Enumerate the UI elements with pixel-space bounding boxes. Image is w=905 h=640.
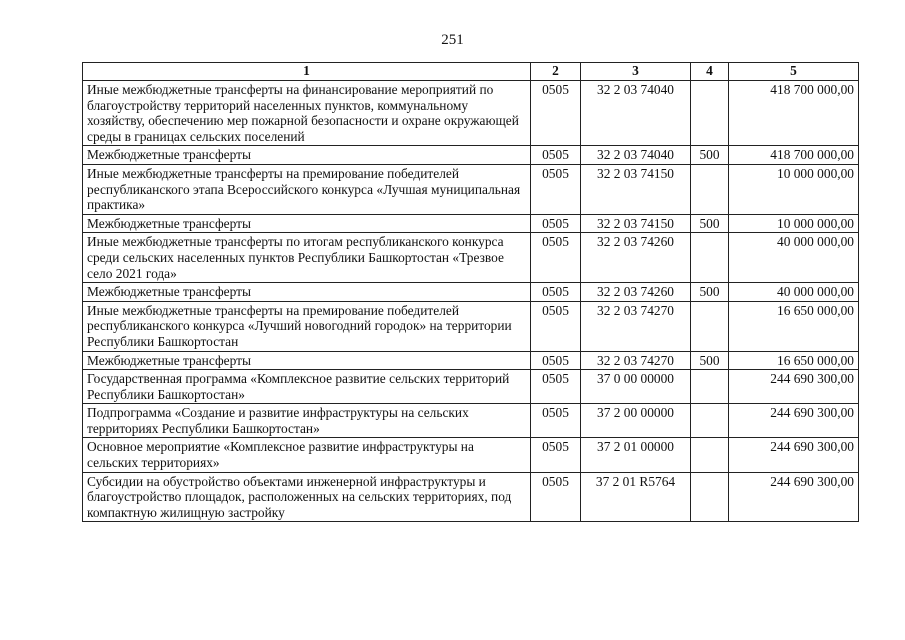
row-expense-type-cell — [691, 472, 729, 522]
table-row — [83, 233, 859, 283]
table-row — [83, 351, 859, 370]
row-section-code-cell: 0505 — [531, 404, 581, 438]
row-target-article-cell: 32 2 03 74270 — [581, 301, 691, 351]
row-section-code-cell: 0505 — [531, 214, 581, 233]
row-expense-type-cell — [691, 233, 729, 283]
row-target-article-cell: 37 2 01 R5764 — [581, 472, 691, 522]
row-expense-type-cell — [691, 301, 729, 351]
table-row — [83, 283, 859, 302]
row-name-cell: Иные межбюджетные трансферты на финансирование мероприятий по благоустройству территорий населенных пунктов, коммунальному хозяйству, обеспечению мер пожарной безопасности и охране окружающей среды в границах сельских поселений — [83, 81, 531, 146]
row-expense-type-cell: 500 — [691, 214, 729, 233]
table-row — [83, 404, 859, 438]
row-name-cell: Государственная программа «Комплексное развитие сельских территорий Республики Башкортостан» — [83, 370, 531, 404]
row-section-code-cell: 0505 — [531, 233, 581, 283]
row-amount-cell: 40 000 000,00 — [729, 233, 859, 283]
table-header-row — [83, 63, 859, 81]
row-expense-type-cell — [691, 404, 729, 438]
row-target-article-cell: 32 2 03 74270 — [581, 351, 691, 370]
column-header-1: 1 — [83, 63, 531, 81]
table-row — [83, 370, 859, 404]
row-amount-cell: 244 690 300,00 — [729, 370, 859, 404]
row-name-cell: Межбюджетные трансферты — [83, 214, 531, 233]
row-section-code-cell: 0505 — [531, 370, 581, 404]
page-number: 251 — [441, 32, 464, 48]
row-expense-type-cell: 500 — [691, 283, 729, 302]
row-section-code-cell: 0505 — [531, 301, 581, 351]
table-row — [83, 301, 859, 351]
row-section-code-cell: 0505 — [531, 472, 581, 522]
row-amount-cell: 418 700 000,00 — [729, 81, 859, 146]
row-target-article-cell: 37 2 01 00000 — [581, 438, 691, 472]
row-section-code-cell: 0505 — [531, 283, 581, 302]
budget-table — [82, 62, 859, 522]
row-name-cell: Межбюджетные трансферты — [83, 146, 531, 165]
row-expense-type-cell: 500 — [691, 146, 729, 165]
table-row — [83, 164, 859, 214]
row-expense-type-cell — [691, 370, 729, 404]
row-amount-cell: 244 690 300,00 — [729, 438, 859, 472]
row-target-article-cell: 37 0 00 00000 — [581, 370, 691, 404]
row-amount-cell: 10 000 000,00 — [729, 214, 859, 233]
column-header-2: 2 — [531, 63, 581, 81]
row-section-code-cell: 0505 — [531, 351, 581, 370]
column-header-3: 3 — [581, 63, 691, 81]
row-amount-cell: 418 700 000,00 — [729, 146, 859, 165]
column-header-4: 4 — [691, 63, 729, 81]
row-amount-cell: 16 650 000,00 — [729, 351, 859, 370]
table-row — [83, 472, 859, 522]
row-expense-type-cell — [691, 164, 729, 214]
row-target-article-cell: 32 2 03 74150 — [581, 214, 691, 233]
row-name-cell: Подпрограмма «Создание и развитие инфраструктуры на сельских территориях Республики Башкортостан» — [83, 404, 531, 438]
row-expense-type-cell — [691, 438, 729, 472]
row-target-article-cell: 32 2 03 74150 — [581, 164, 691, 214]
row-name-cell: Межбюджетные трансферты — [83, 283, 531, 302]
row-name-cell: Иные межбюджетные трансферты на премирование победителей республиканского конкурса «Лучший новогодний городок» на территории Республики Башкортостан — [83, 301, 531, 351]
row-name-cell: Основное мероприятие «Комплексное развитие инфраструктуры на сельских территориях» — [83, 438, 531, 472]
table-body — [83, 81, 859, 522]
row-name-cell: Иные межбюджетные трансферты по итогам республиканского конкурса среди сельских населенных пунктов Республики Башкортостан «Трезвое село 2021 года» — [83, 233, 531, 283]
row-target-article-cell: 32 2 03 74260 — [581, 283, 691, 302]
row-amount-cell: 244 690 300,00 — [729, 404, 859, 438]
table-row — [83, 438, 859, 472]
row-target-article-cell: 32 2 03 74040 — [581, 146, 691, 165]
row-section-code-cell: 0505 — [531, 146, 581, 165]
table-row — [83, 146, 859, 165]
row-expense-type-cell — [691, 81, 729, 146]
row-section-code-cell: 0505 — [531, 164, 581, 214]
row-expense-type-cell: 500 — [691, 351, 729, 370]
row-amount-cell: 16 650 000,00 — [729, 301, 859, 351]
row-name-cell: Иные межбюджетные трансферты на премирование победителей республиканского этапа Всероссийского конкурса «Лучшая муниципальная практика» — [83, 164, 531, 214]
row-amount-cell: 244 690 300,00 — [729, 472, 859, 522]
table-row — [83, 214, 859, 233]
row-section-code-cell: 0505 — [531, 81, 581, 146]
table-row — [83, 81, 859, 146]
row-target-article-cell: 37 2 00 00000 — [581, 404, 691, 438]
row-target-article-cell: 32 2 03 74260 — [581, 233, 691, 283]
row-name-cell: Межбюджетные трансферты — [83, 351, 531, 370]
row-name-cell: Субсидии на обустройство объектами инженерной инфраструктуры и благоустройство площадок, расположенных на сельских территориях, под компактную жилищную застройку — [83, 472, 531, 522]
row-amount-cell: 10 000 000,00 — [729, 164, 859, 214]
row-target-article-cell: 32 2 03 74040 — [581, 81, 691, 146]
row-section-code-cell: 0505 — [531, 438, 581, 472]
row-amount-cell: 40 000 000,00 — [729, 283, 859, 302]
column-header-5: 5 — [729, 63, 859, 81]
